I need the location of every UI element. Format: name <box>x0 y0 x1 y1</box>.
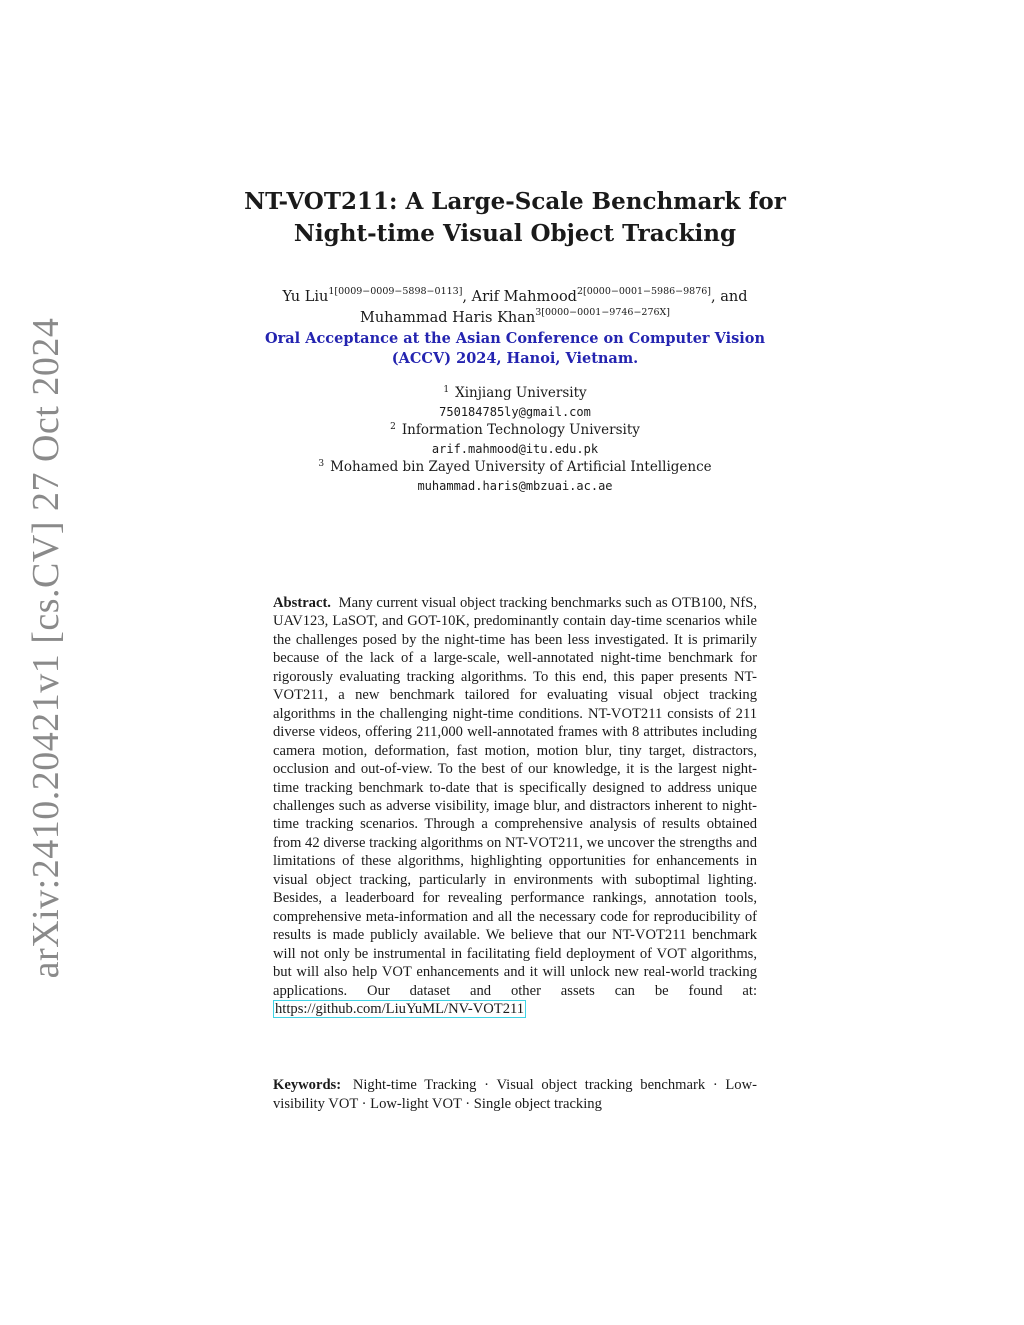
affiliation-name: Information Technology University <box>401 422 640 438</box>
affiliation-name: Mohamed bin Zayed University of Artificial Intelligence <box>330 459 712 475</box>
affiliation-list <box>200 384 830 495</box>
keywords-text: Night-time Tracking · Visual object tracking benchmark · Low-visibility VOT · Low-light VOT · Single object tracking <box>273 1077 757 1112</box>
acceptance-line-1: Oral Acceptance at the Asian Conference on Computer Vision <box>264 330 766 347</box>
paper-title <box>200 186 830 250</box>
arxiv-identifier: arXiv:2410.20421v1 [cs.CV] 27 Oct 2024 <box>25 317 67 979</box>
author-separator: , and <box>711 289 748 305</box>
author-orcid: 2[0000−0001−5986−9876] <box>576 286 712 297</box>
title-line-1: NT-VOT211: A Large-Scale Benchmark for <box>244 188 786 215</box>
author-orcid: 1[0009−0009−5898−0113] <box>328 286 463 297</box>
affiliation-number: 2 <box>390 422 396 432</box>
affiliation-email[interactable]: muhammad.haris@mbzuai.ac.ae <box>417 478 613 493</box>
abstract-label: Abstract. <box>273 595 331 611</box>
affiliation <box>200 384 830 403</box>
acceptance-line-2: (ACCV) 2024, Hanoi, Vietnam. <box>391 350 639 367</box>
affiliation <box>200 421 830 440</box>
title-line-2: Night-time Visual Object Tracking <box>293 220 737 247</box>
author-name: Arif Mahmood <box>471 289 577 305</box>
affiliation-number: 1 <box>443 385 450 395</box>
github-link[interactable]: https://github.com/LiuYuML/NV-VOT211 <box>275 1000 525 1017</box>
abstract <box>273 594 757 1018</box>
acceptance-note <box>200 329 830 369</box>
affiliation-email[interactable]: 750184785ly@gmail.com <box>439 404 591 419</box>
affiliation-number: 3 <box>318 459 325 469</box>
keywords-label: Keywords: <box>273 1077 342 1093</box>
author-name: Muhammad Haris Khan <box>359 310 536 326</box>
author-separator: , <box>462 289 472 305</box>
abstract-text: Many current visual object tracking benchmarks such as OTB100, NfS, UAV123, LaSOT, and GOT-10K, predominantly contain day-time scenarios while the challenges posed by the night-time has been less investigated. It is primarily because of the lack of a large-scale, well-annotated night-time benchmark for rigorously evaluating tracking algorithms. To this end, this paper presents NT-VOT211, a new benchmark tailored for evaluating visual object tracking algorithms in the challenging night-time conditions. NT-VOT211 consists of 211 diverse videos, offering 211,000 well-annotated frames with 8 attributes including camera motion, deformation, fast motion, motion blur, tiny target, distractors, occlusion and out-of-view. To the best of our knowledge, it is the largest night-time tracking benchmark to-date that is specifically designed to address unique challenges such as adverse visibility, image blur, and distractors inherent to night-time tracking scenarios. Through a comprehensive analysis of results obtained from 42 diverse tracking algorithms on NT-VOT211, we uncover the strengths and limitations of these algorithms, highlighting opportunities for enhancements in visual object tracking, particularly in environments with suboptimal lighting. Besides, a leaderboard for revealing performance rankings, annotation tools, comprehensive meta-information and all the necessary code for reproducibility of results is made publicly available. We believe that our NT-VOT211 benchmark will not only be instrumental in facilitating field deployment of VOT algorithms, but will also help VOT enhancements and it will unlock new real-world tracking applications. Our dataset and other assets can be found at: <box>273 595 757 999</box>
affiliation-name: Xinjiang University <box>455 385 587 401</box>
keywords <box>273 1076 757 1113</box>
affiliation <box>200 458 830 477</box>
author-orcid: 3[0000−0001−9746−276X] <box>535 307 671 318</box>
affiliation-email[interactable]: arif.mahmood@itu.edu.pk <box>431 441 599 456</box>
author-list <box>150 287 880 329</box>
author-name: Yu Liu <box>282 289 329 305</box>
